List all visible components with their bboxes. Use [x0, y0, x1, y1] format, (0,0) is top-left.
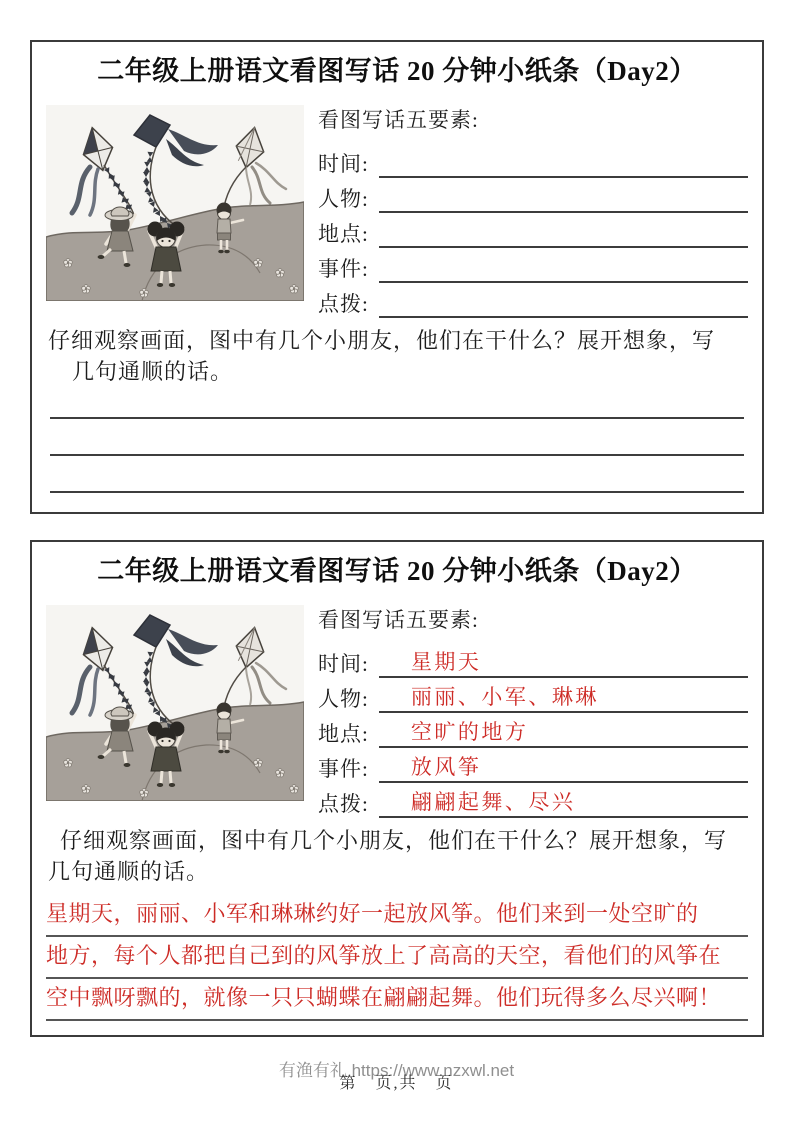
field-row-hint	[318, 783, 748, 818]
children-flying-kites-illustration	[46, 105, 304, 301]
card-body	[46, 105, 748, 318]
field-label-time: 时间:	[318, 652, 369, 677]
answer-paragraph	[46, 895, 748, 1021]
instruction-line: 仔细观察画面，图中有几个小朋友，他们在干什么？展开想象，写	[48, 328, 716, 354]
field-line-event	[379, 254, 748, 283]
field-line-people	[379, 184, 748, 213]
instruction-line: 几句通顺的话。	[72, 358, 234, 384]
writing-line	[50, 456, 744, 493]
field-row-event	[318, 748, 748, 783]
worksheet-title: 二年级上册语文看图写话 20 分钟小纸条（Day2）	[97, 556, 697, 586]
field-value-time: 星期天	[379, 649, 748, 678]
children-flying-kites-illustration	[46, 605, 304, 801]
field-value-hint: 翩翩起舞、尽兴	[379, 789, 748, 818]
writing-lines	[50, 382, 744, 493]
fields-heading: 看图写话五要素:	[318, 608, 479, 633]
field-label-people: 人物:	[318, 687, 369, 712]
field-label-hint: 点拨:	[318, 292, 369, 317]
field-value-place: 空旷的地方	[379, 719, 748, 748]
field-line-place	[379, 219, 748, 248]
field-label-event: 事件:	[318, 757, 369, 782]
field-line-time	[379, 149, 748, 178]
field-label-people: 人物:	[318, 187, 369, 212]
field-row-time	[318, 643, 748, 678]
fields-heading: 看图写话五要素:	[318, 108, 479, 133]
worksheet-card-filled	[30, 540, 764, 1037]
field-line-hint	[379, 289, 748, 318]
field-label-place: 地点:	[318, 222, 369, 247]
field-value-event: 放风筝	[379, 754, 748, 783]
field-row-place	[318, 713, 748, 748]
field-value-people: 丽丽、小军、琳琳	[379, 684, 748, 713]
field-label-place: 地点:	[318, 722, 369, 747]
five-elements-form	[318, 105, 748, 318]
card-body	[46, 605, 748, 818]
instruction-line: 仔细观察画面，图中有几个小朋友，他们在干什么？展开想象，写	[60, 828, 728, 854]
instruction-text	[46, 826, 748, 887]
field-label-event: 事件:	[318, 257, 369, 282]
field-row-people	[318, 678, 748, 713]
field-row-event	[318, 248, 748, 283]
field-row-people	[318, 178, 748, 213]
answer-line: 空中飘呀飘的，就像一只只蝴蝶在翩翩起舞。他们玩得多么尽兴啊！	[46, 979, 748, 1021]
footer-watermark: 有渔有礼 https://www.nzxwl.net	[278, 1061, 515, 1080]
worksheet-title: 二年级上册语文看图写话 20 分钟小纸条（Day2）	[97, 56, 697, 86]
instruction-text	[46, 326, 748, 387]
five-elements-form	[318, 605, 748, 818]
worksheet-card-blank	[30, 40, 764, 514]
writing-line	[50, 419, 744, 456]
answer-line: 星期天，丽丽、小军和琳琳约好一起放风筝。他们来到一处空旷的	[46, 895, 748, 937]
writing-line	[50, 382, 744, 419]
field-label-hint: 点拨:	[318, 792, 369, 817]
footer-page-indicator: 第 页,共 页	[339, 1075, 454, 1092]
answer-line: 地方，每个人都把自己到的风筝放上了高高的天空，看他们的风筝在	[46, 937, 748, 979]
field-row-place	[318, 213, 748, 248]
instruction-line: 几句通顺的话。	[48, 858, 210, 884]
field-row-hint	[318, 283, 748, 318]
field-label-time: 时间:	[318, 152, 369, 177]
field-row-time	[318, 143, 748, 178]
